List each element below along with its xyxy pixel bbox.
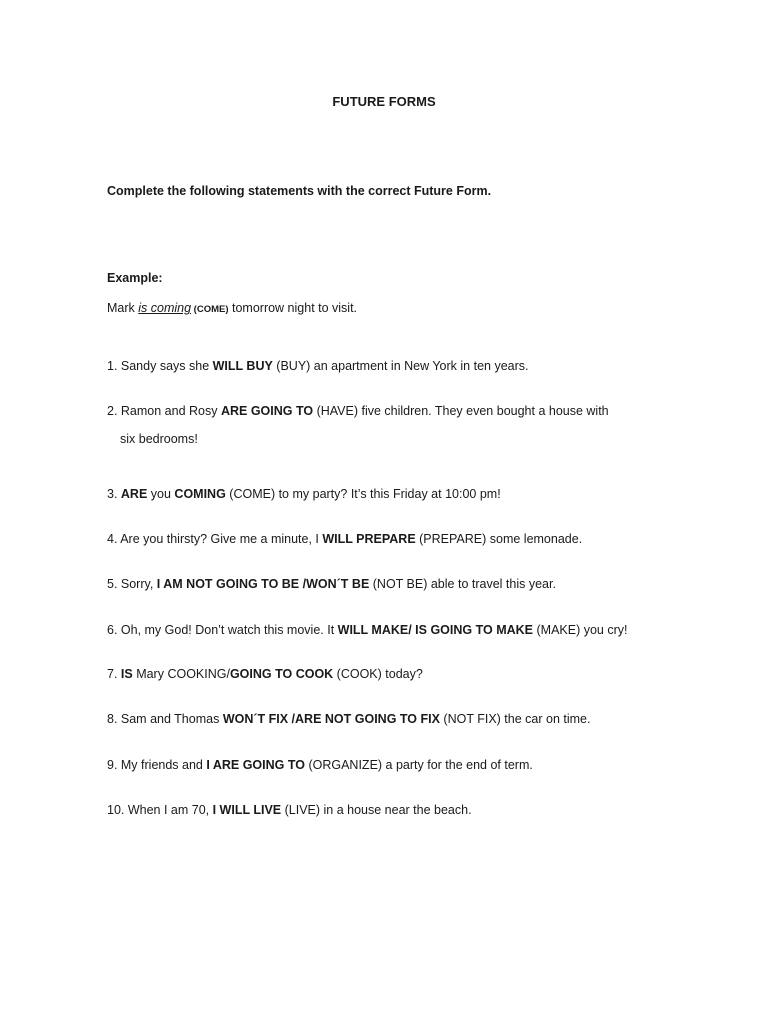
text-segment: you	[147, 487, 175, 501]
text-segment: 6. Oh, my God! Don’t watch this movie. It	[107, 623, 338, 637]
list-item	[107, 358, 529, 374]
text-segment: 2. Ramon and Rosy	[107, 404, 221, 418]
list-item	[107, 802, 472, 818]
example-label	[107, 270, 163, 286]
text-segment: (NOT FIX) the car on time.	[439, 712, 591, 726]
list-item	[107, 403, 609, 419]
example-hint: (COME)	[191, 304, 229, 315]
answer-text: I WILL LIVE	[212, 803, 282, 817]
answer-text: WILL PREPARE	[322, 532, 416, 546]
answer-text: WILL BUY	[212, 359, 273, 373]
text-segment: (COOK) today?	[333, 667, 423, 681]
answer-text: WILL MAKE/ IS GOING TO MAKE	[337, 623, 534, 637]
text-segment: (COME) to my party? It’s this Friday at 10:00 pm!	[225, 487, 501, 501]
list-item	[107, 486, 501, 502]
list-item	[107, 711, 590, 727]
text-segment: 9. My friends and	[107, 758, 207, 772]
list-item	[107, 622, 627, 638]
list-item	[107, 576, 556, 592]
text-segment: (HAVE) five children. They even bought a house with	[313, 404, 609, 418]
text-segment: (PREPARE) some lemonade.	[415, 532, 583, 546]
answer-text: COMING	[174, 487, 226, 501]
text-segment: Mary COOKING/	[132, 667, 230, 681]
answer-text: ARE	[120, 487, 148, 501]
page-title: FUTURE FORMS	[332, 94, 436, 109]
text-segment: (NOT BE) able to travel this year.	[369, 577, 556, 591]
answer-text: I ARE GOING TO	[206, 758, 305, 772]
text-segment: 7.	[107, 667, 121, 681]
text-segment: tomorrow night to visit.	[228, 301, 358, 315]
list-item	[107, 531, 582, 547]
text-segment: (BUY) an apartment in New York in ten years.	[272, 359, 529, 373]
answer-text: GOING TO COOK	[229, 667, 334, 681]
list-item	[107, 757, 533, 773]
example-answer: is coming	[138, 301, 192, 315]
example-sentence	[107, 300, 357, 318]
answer-text: IS	[120, 667, 133, 681]
text-segment: 1. Sandy says she	[107, 359, 213, 373]
text-segment: (ORGANIZE) a party for the end of term.	[304, 758, 533, 772]
text-segment: 4. Are you thirsty? Give me a minute, I	[107, 532, 323, 546]
text-segment: (MAKE) you cry!	[533, 623, 628, 637]
text-segment: 5. Sorry,	[107, 577, 157, 591]
list-item	[107, 666, 423, 682]
answer-text: ARE GOING TO	[220, 404, 314, 418]
answer-text: I AM NOT GOING TO BE /WON´T BE	[156, 577, 370, 591]
text-segment: 3.	[107, 487, 121, 501]
text-segment: (LIVE) in a house near the beach.	[281, 803, 472, 817]
text-segment: 8. Sam and Thomas	[107, 712, 223, 726]
instruction-text	[107, 183, 491, 199]
text-segment: Example:	[107, 271, 163, 285]
text-segment: Complete the following statements with the correct Future Form.	[107, 184, 492, 198]
list-item-continuation: six bedrooms!	[120, 432, 198, 446]
text-segment: 10. When I am 70,	[107, 803, 213, 817]
text-segment: Mark	[107, 301, 139, 315]
answer-text: WON´T FIX /ARE NOT GOING TO FIX	[222, 712, 440, 726]
